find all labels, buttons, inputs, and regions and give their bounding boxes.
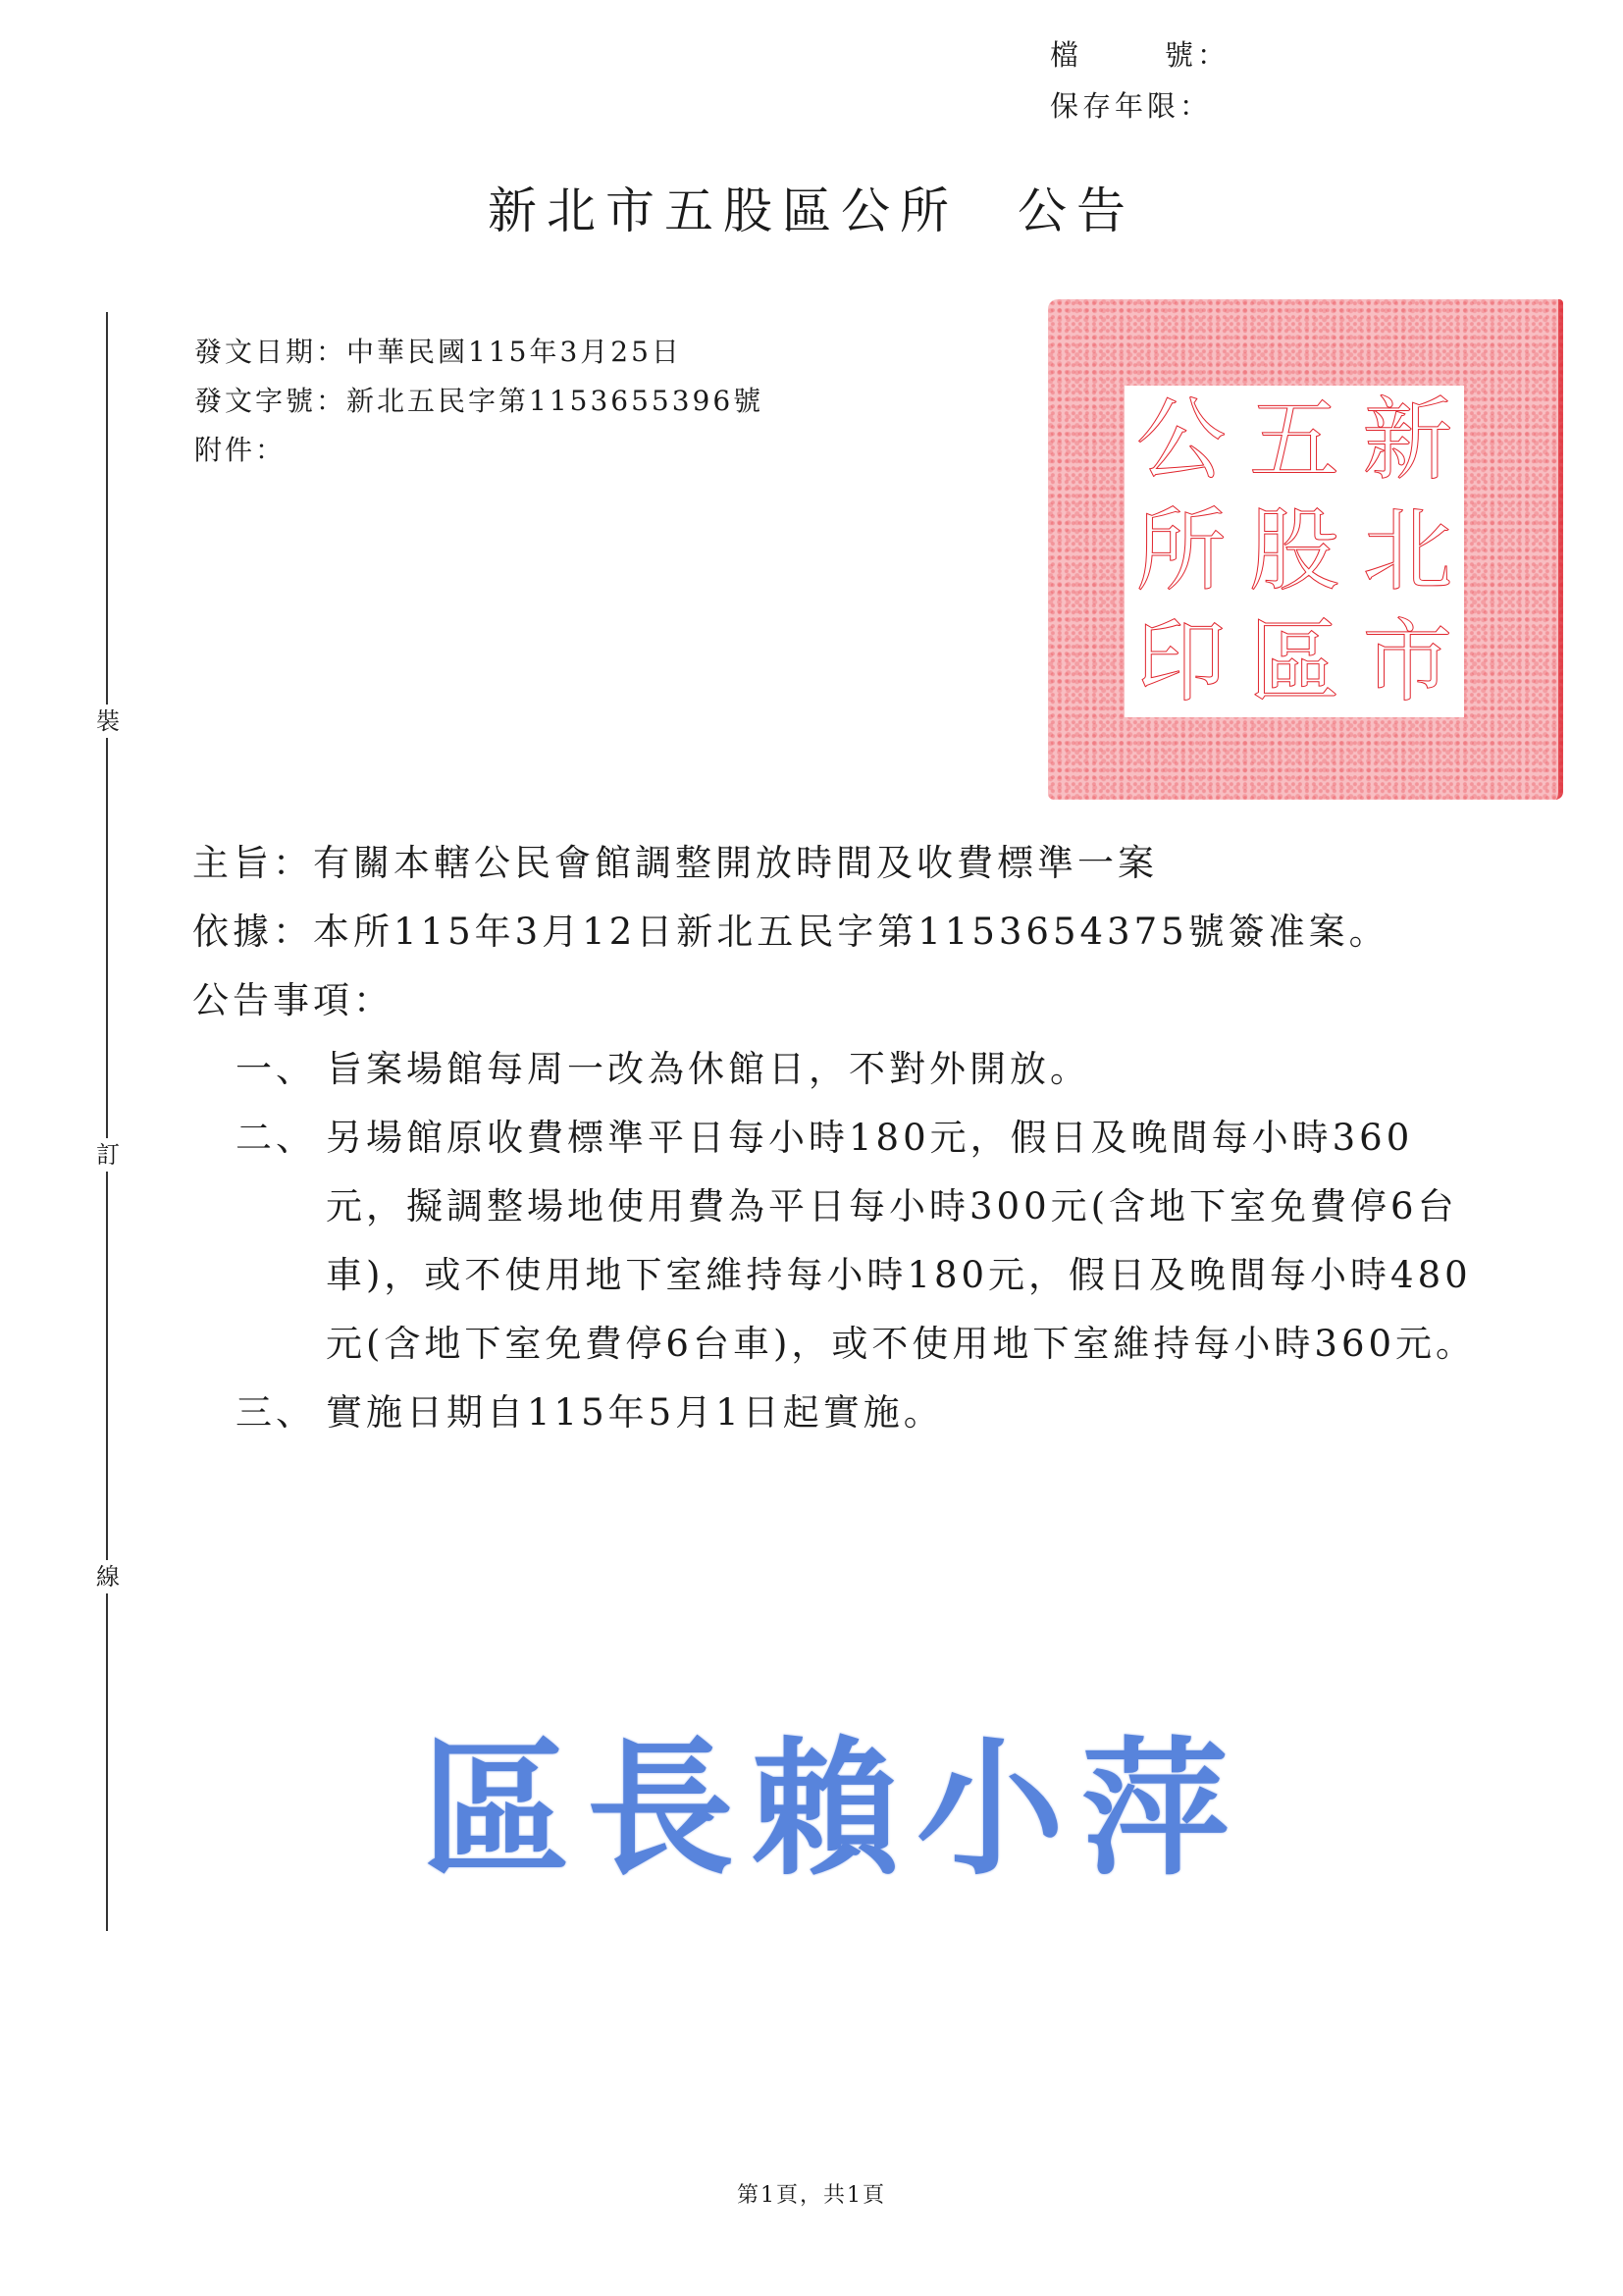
subject-line: 主旨：有關本轄公民會館調整開放時間及收費標準一案: [192, 842, 1158, 884]
seal-inner: [1125, 386, 1464, 717]
seal-char: 市: [1362, 608, 1453, 714]
page-number: 第1頁，共1頁: [737, 2183, 886, 2208]
file-number-label-b: 號: [1164, 38, 1197, 72]
header-info: [194, 328, 763, 475]
item-number: 二、: [236, 1117, 316, 1159]
basis-line: 依據：本所115年3月12日新北五民字第1153654375號簽准案。: [192, 911, 1389, 953]
announcement-items: [236, 1035, 1488, 1447]
item-number: 一、: [236, 1048, 316, 1090]
attachment: 附件：: [194, 434, 287, 466]
items-heading: 公告事項：: [192, 979, 393, 1021]
seal-char: 公: [1135, 388, 1227, 494]
binding-mark-xian: 線: [88, 1560, 128, 1593]
retention-row: [1050, 80, 1230, 131]
district-chief-signature-stamp: 區長賴小萍: [422, 1725, 1247, 1896]
seal-char: 所: [1135, 497, 1227, 603]
seal-char: 印: [1135, 608, 1227, 714]
file-number-label-a: 檔: [1050, 38, 1083, 72]
official-seal: [1048, 299, 1563, 800]
binding-mark-ding: 訂: [88, 1138, 128, 1172]
seal-char: 新: [1362, 388, 1453, 494]
retention-label: 保存年限：: [1050, 89, 1213, 123]
seal-char: 股: [1249, 497, 1340, 603]
announcement-item: [236, 1104, 1488, 1379]
document-type: 公告: [1018, 183, 1135, 239]
file-meta: [1050, 29, 1230, 131]
issue-date: 發文日期：中華民國115年3月25日: [194, 336, 682, 368]
file-number-row: [1050, 29, 1230, 80]
item-number: 三、: [236, 1391, 316, 1434]
item-text: 實施日期自115年5月1日起實施。: [326, 1391, 944, 1434]
seal-char: 區: [1249, 608, 1340, 714]
file-number-colon: ：: [1197, 38, 1230, 72]
seal-char: 五: [1249, 388, 1340, 494]
announcement-body: [192, 829, 1488, 1447]
binding-mark-zhuang: 裝: [88, 704, 128, 738]
announcement-item: [236, 1035, 1488, 1104]
document-title: [0, 172, 1623, 242]
document-number: 發文字號：新北五民字第1153655396號: [194, 385, 764, 417]
agency-name: 新北市五股區公所: [488, 183, 959, 239]
item-text: 旨案場館每周一改為休館日，不對外開放。: [326, 1048, 1090, 1090]
item-text: 另場館原收費標準平日每小時180元，假日及晚間每小時360元，擬調整場地使用費為平日每小時300元(含地下室免費停6台車)，或不使用地下室維持每小時180元，假日及晚間每小時480元(含地下室免費停6台車)，或不使用地下室維持每小時360元。: [326, 1117, 1477, 1365]
binding-line: [106, 312, 108, 1931]
seal-char: 北: [1362, 497, 1453, 603]
announcement-item: [236, 1379, 1488, 1447]
